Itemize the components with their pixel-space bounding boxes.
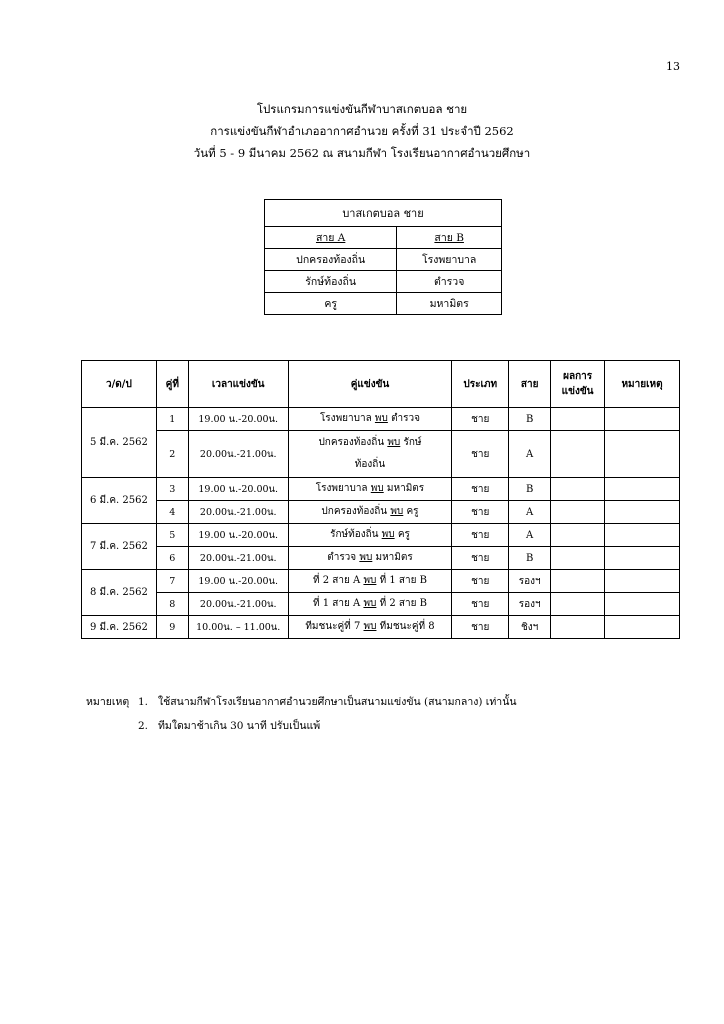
note-item bbox=[86, 714, 517, 738]
match-result bbox=[551, 501, 605, 524]
table-row bbox=[82, 547, 680, 570]
match-remark bbox=[605, 408, 680, 431]
note-text: ใช้สนามกีฬาโรงเรียนอากาศอำนวยศึกษาเป็นสนามแข่งขัน (สนามกลาง) เท่านั้น bbox=[158, 696, 517, 708]
page-number: 13 bbox=[666, 60, 680, 73]
match-teams: ที่ 2 สาย A พบ ที่ 1 สาย B bbox=[288, 570, 452, 593]
match-no: 4 bbox=[156, 501, 188, 524]
match-time: 20.00น.-21.00น. bbox=[188, 431, 288, 478]
match-time: 19.00 น.-20.00น. bbox=[188, 478, 288, 501]
col-match-no-header: คู่ที่ bbox=[156, 361, 188, 408]
group-a-team: ครู bbox=[265, 293, 397, 315]
match-no: 3 bbox=[156, 478, 188, 501]
match-teams: ตำรวจ พบ มหามิตร bbox=[288, 547, 452, 570]
table-row bbox=[82, 478, 680, 501]
match-group: A bbox=[509, 524, 551, 547]
match-result bbox=[551, 547, 605, 570]
group-a-header: สาย A bbox=[265, 227, 397, 249]
group-b-team: โรงพยาบาล bbox=[397, 249, 502, 271]
col-type-header: ประเภท bbox=[452, 361, 509, 408]
document-header bbox=[0, 98, 724, 164]
col-time-header: เวลาแข่งขัน bbox=[188, 361, 288, 408]
match-type: ชาย bbox=[452, 501, 509, 524]
match-no: 7 bbox=[156, 570, 188, 593]
match-no: 1 bbox=[156, 408, 188, 431]
match-no: 5 bbox=[156, 524, 188, 547]
header-date-venue: วันที่ 5 - 9 มีนาคม 2562 ณ สนามกีฬา โรงเรียนอากาศอำนวยศึกษา bbox=[193, 146, 531, 160]
match-no: 6 bbox=[156, 547, 188, 570]
match-no: 9 bbox=[156, 616, 188, 639]
table-row bbox=[82, 408, 680, 431]
match-remark bbox=[605, 616, 680, 639]
table-row bbox=[82, 593, 680, 616]
note-text: ทีมใดมาช้าเกิน 30 นาที ปรับเป็นแพ้ bbox=[158, 720, 321, 732]
match-time: 20.00น.-21.00น. bbox=[188, 547, 288, 570]
col-result-header: ผลการ แข่งขัน bbox=[551, 361, 605, 408]
groups-table bbox=[264, 199, 502, 315]
group-b-header: สาย B bbox=[397, 227, 502, 249]
match-time: 19.00 น.-20.00น. bbox=[188, 524, 288, 547]
match-remark bbox=[605, 570, 680, 593]
match-result bbox=[551, 570, 605, 593]
col-date-header: ว/ด/ป bbox=[82, 361, 157, 408]
col-teams-header: คู่แข่งขัน bbox=[288, 361, 452, 408]
match-result bbox=[551, 616, 605, 639]
group-b-team: ตำรวจ bbox=[397, 271, 502, 293]
match-date: 6 มี.ค. 2562 bbox=[82, 478, 157, 524]
match-teams: โรงพยาบาล พบ มหามิตร bbox=[288, 478, 452, 501]
match-remark bbox=[605, 501, 680, 524]
table-row bbox=[82, 616, 680, 639]
match-teams: ปกครองท้องถิ่น พบ รักษ์ ท้องถิ่น bbox=[288, 431, 452, 478]
match-type: ชาย bbox=[452, 408, 509, 431]
match-result bbox=[551, 524, 605, 547]
match-result bbox=[551, 408, 605, 431]
match-group: ชิงฯ bbox=[509, 616, 551, 639]
note-number: 2. bbox=[138, 720, 149, 732]
match-type: ชาย bbox=[452, 547, 509, 570]
match-result bbox=[551, 478, 605, 501]
table-row bbox=[82, 431, 680, 478]
match-type: ชาย bbox=[452, 616, 509, 639]
match-time: 19.00 น.-20.00น. bbox=[188, 408, 288, 431]
note-number: 1. bbox=[138, 696, 149, 708]
match-group: B bbox=[509, 478, 551, 501]
match-teams: ปกครองท้องถิ่น พบ ครู bbox=[288, 501, 452, 524]
match-type: ชาย bbox=[452, 593, 509, 616]
match-type: ชาย bbox=[452, 524, 509, 547]
col-remark-header: หมายเหตุ bbox=[605, 361, 680, 408]
group-b-team: มหามิตร bbox=[397, 293, 502, 315]
match-teams: ที่ 1 สาย A พบ ที่ 2 สาย B bbox=[288, 593, 452, 616]
match-remark bbox=[605, 593, 680, 616]
match-no: 2 bbox=[156, 431, 188, 478]
match-group: B bbox=[509, 408, 551, 431]
schedule-header-row bbox=[82, 361, 680, 408]
match-time: 19.00 น.-20.00น. bbox=[188, 570, 288, 593]
match-type: ชาย bbox=[452, 431, 509, 478]
match-result bbox=[551, 593, 605, 616]
match-remark bbox=[605, 547, 680, 570]
match-group: รองฯ bbox=[509, 593, 551, 616]
schedule-table bbox=[81, 360, 680, 639]
match-type: ชาย bbox=[452, 478, 509, 501]
match-type: ชาย bbox=[452, 570, 509, 593]
table-row bbox=[82, 570, 680, 593]
notes-section bbox=[86, 690, 517, 738]
header-event: การแข่งขันกีฬาอำเภออากาศอำนวย ครั้งที่ 31 ประจำปี 2562 bbox=[210, 124, 514, 138]
match-group: รองฯ bbox=[509, 570, 551, 593]
match-no: 8 bbox=[156, 593, 188, 616]
match-group: A bbox=[509, 431, 551, 478]
match-remark bbox=[605, 478, 680, 501]
match-remark bbox=[605, 524, 680, 547]
match-date: 7 มี.ค. 2562 bbox=[82, 524, 157, 570]
match-teams: รักษ์ท้องถิ่น พบ ครู bbox=[288, 524, 452, 547]
match-teams: โรงพยาบาล พบ ตำรวจ bbox=[288, 408, 452, 431]
match-date: 5 มี.ค. 2562 bbox=[82, 408, 157, 478]
col-group-header: สาย bbox=[509, 361, 551, 408]
note-item bbox=[86, 690, 517, 714]
groups-title: บาสเกตบอล ชาย bbox=[265, 200, 502, 227]
match-group: B bbox=[509, 547, 551, 570]
match-date: 9 มี.ค. 2562 bbox=[82, 616, 157, 639]
match-group: A bbox=[509, 501, 551, 524]
match-result bbox=[551, 431, 605, 478]
table-row bbox=[82, 501, 680, 524]
group-a-team: ปกครองท้องถิ่น bbox=[265, 249, 397, 271]
match-time: 20.00น.-21.00น. bbox=[188, 593, 288, 616]
match-time: 10.00น. – 11.00น. bbox=[188, 616, 288, 639]
match-time: 20.00น.-21.00น. bbox=[188, 501, 288, 524]
header-title: โปรแกรมการแข่งขันกีฬาบาสเกตบอล ชาย bbox=[256, 102, 468, 116]
match-remark bbox=[605, 431, 680, 478]
notes-label: หมายเหตุ bbox=[86, 696, 130, 708]
match-teams: ทีมชนะคู่ที่ 7 พบ ทีมชนะคู่ที่ 8 bbox=[288, 616, 452, 639]
table-row bbox=[82, 524, 680, 547]
group-a-team: รักษ์ท้องถิ่น bbox=[265, 271, 397, 293]
match-date: 8 มี.ค. 2562 bbox=[82, 570, 157, 616]
